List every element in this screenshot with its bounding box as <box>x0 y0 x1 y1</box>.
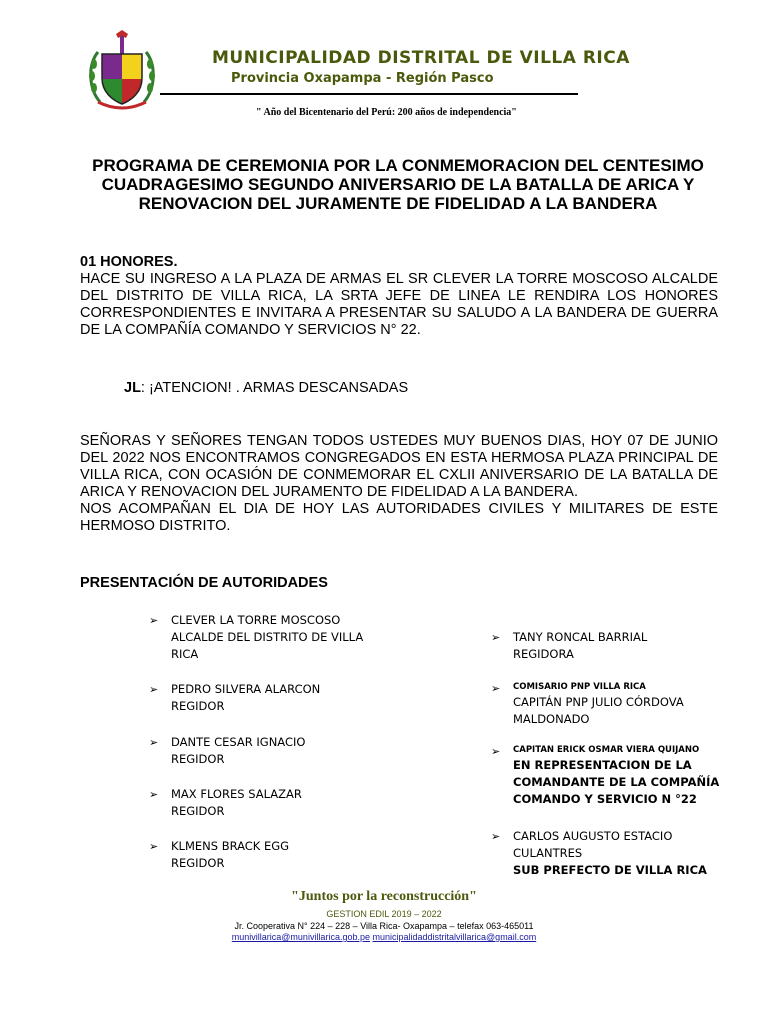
authority-role: EN REPRESENTACION DE LA <box>513 758 692 772</box>
header-divider <box>160 93 578 95</box>
bullet-arrow-icon: ➢ <box>491 631 501 644</box>
authority-name: CARLOS AUGUSTO ESTACIO <box>513 829 673 843</box>
municipal-coat-of-arms-icon <box>86 30 158 110</box>
list-item <box>491 743 720 808</box>
jl-command <box>124 380 408 396</box>
authority-name: DANTE CESAR IGNACIO <box>171 735 306 749</box>
year-motto: " Año del Bicentenario del Perú: 200 años de independencia" <box>256 107 517 118</box>
authority-name: KLMENS BRACK EGG <box>171 839 290 853</box>
authority-role: REGIDORA <box>513 647 574 661</box>
municipality-title: MUNICIPALIDAD DISTRITAL DE VILLA RICA <box>212 48 630 68</box>
greeting-paragraph: NOS ACOMPAÑAN EL DIA DE HOY LAS AUTORIDADES CIVILES Y MILITARES DE ESTE HERMOSO DISTRITO. <box>80 501 718 534</box>
authority-name: TANY RONCAL BARRIAL <box>513 630 648 644</box>
authority-name: CLEVER LA TORRE MOSCOSO <box>171 613 341 627</box>
authority-role: COMANDANTE DE LA COMPAÑÍA <box>513 775 720 789</box>
list-item <box>149 734 306 768</box>
email-link-2[interactable]: municipalidaddistritalvillarica@gmail.com <box>372 932 537 942</box>
authority-role: RICA <box>171 647 199 661</box>
section-heading: 01 HONORES. <box>80 254 178 270</box>
title-line: PROGRAMA DE CEREMONIA POR LA CONMEMORACION DEL CENTESIMO <box>92 156 704 175</box>
list-item <box>149 612 364 663</box>
list-item <box>491 680 684 728</box>
bullet-arrow-icon: ➢ <box>491 682 501 695</box>
province-subtitle: Provincia Oxapampa - Región Pasco <box>231 71 494 86</box>
authority-name: MAX FLORES SALAZAR <box>171 787 302 801</box>
authority-name: CULANTRES <box>513 846 583 860</box>
bullet-arrow-icon: ➢ <box>491 745 501 758</box>
authority-heading: COMISARIO PNP VILLA RICA <box>513 682 646 692</box>
authorities-heading: PRESENTACIÓN DE AUTORIDADES <box>80 575 328 591</box>
jl-label: JL <box>124 380 141 396</box>
authority-role: ALCALDE DEL DISTRITO DE VILLA <box>171 630 364 644</box>
footer-gestion: GESTION EDIL 2019 – 2022 <box>326 909 442 919</box>
authority-role: REGIDOR <box>171 856 225 870</box>
list-item <box>491 629 648 663</box>
bullet-arrow-icon: ➢ <box>149 788 159 801</box>
bullet-arrow-icon: ➢ <box>149 614 159 627</box>
authority-name: CAPITÁN PNP JULIO CÓRDOVA <box>513 695 684 709</box>
footer-emails <box>0 932 768 942</box>
authority-role: REGIDOR <box>171 752 225 766</box>
section-honores <box>80 254 718 339</box>
list-item <box>149 838 290 872</box>
document-title <box>78 156 718 213</box>
authority-role: SUB PREFECTO DE VILLA RICA <box>513 863 707 877</box>
authority-name: PEDRO SILVERA ALARCON <box>171 682 321 696</box>
authority-name: MALDONADO <box>513 712 590 726</box>
section-paragraph: HACE SU INGRESO A LA PLAZA DE ARMAS EL SR CLEVER LA TORRE MOSCOSO ALCALDE DEL DISTRITO DE VILLA RICA, LA SRTA JEFE DE LINEA LE RENDIRA LOS HONORES CORRESPONDIENTES E INVITARA A PRESENTAR SU SALUDO A LA BANDERA DE GUERRA DE LA COMPAÑÍA COMANDO Y SERVICIOS N° 22. <box>80 271 718 338</box>
greeting-paragraph: SEÑORAS Y SEÑORES TENGAN TODOS USTEDES MUY BUENOS DIAS, HOY 07 DE JUNIO DEL 2022 NOS ENCONTRAMOS CONGREGADOS EN ESTA HERMOSA PLAZA PRINCIPAL DE VILLA RICA, CON OCASIÓN DE CONMEMORAR EL CXLII ANIVERSARIO DE LA BATALLA DE ARICA Y RENOVACION DEL JURAMENTO DE FIDELIDAD A LA BANDERA. <box>80 433 718 500</box>
bullet-arrow-icon: ➢ <box>491 830 501 843</box>
email-link-1[interactable]: munivillarica@munivillarica.gob.pe <box>231 932 370 942</box>
footer-address: Jr. Cooperativa N° 224 – 228 – Villa Rica- Oxapampa – telefax 063-465011 <box>234 921 534 931</box>
title-line: RENOVACION DEL JURAMENTE DE FIDELIDAD A LA BANDERA <box>138 194 658 213</box>
authority-heading: CAPITAN ERICK OSMAR VIERA QUIJANO <box>513 745 700 755</box>
jl-text: : ¡ATENCION! . ARMAS DESCANSADAS <box>140 380 409 396</box>
footer-motto: "Juntos por la reconstrucción" <box>291 889 477 904</box>
bullet-arrow-icon: ➢ <box>149 683 159 696</box>
list-item <box>149 786 302 820</box>
authority-role: COMANDO Y SERVICIO N °22 <box>513 792 697 806</box>
title-line: CUADRAGESIMO SEGUNDO ANIVERSARIO DE LA BATALLA DE ARICA Y <box>101 175 695 194</box>
authority-role: REGIDOR <box>171 804 225 818</box>
list-item <box>149 681 321 715</box>
bullet-arrow-icon: ➢ <box>149 840 159 853</box>
list-item <box>491 828 707 879</box>
bullet-arrow-icon: ➢ <box>149 736 159 749</box>
authority-role: REGIDOR <box>171 699 225 713</box>
greeting-block <box>80 433 718 535</box>
